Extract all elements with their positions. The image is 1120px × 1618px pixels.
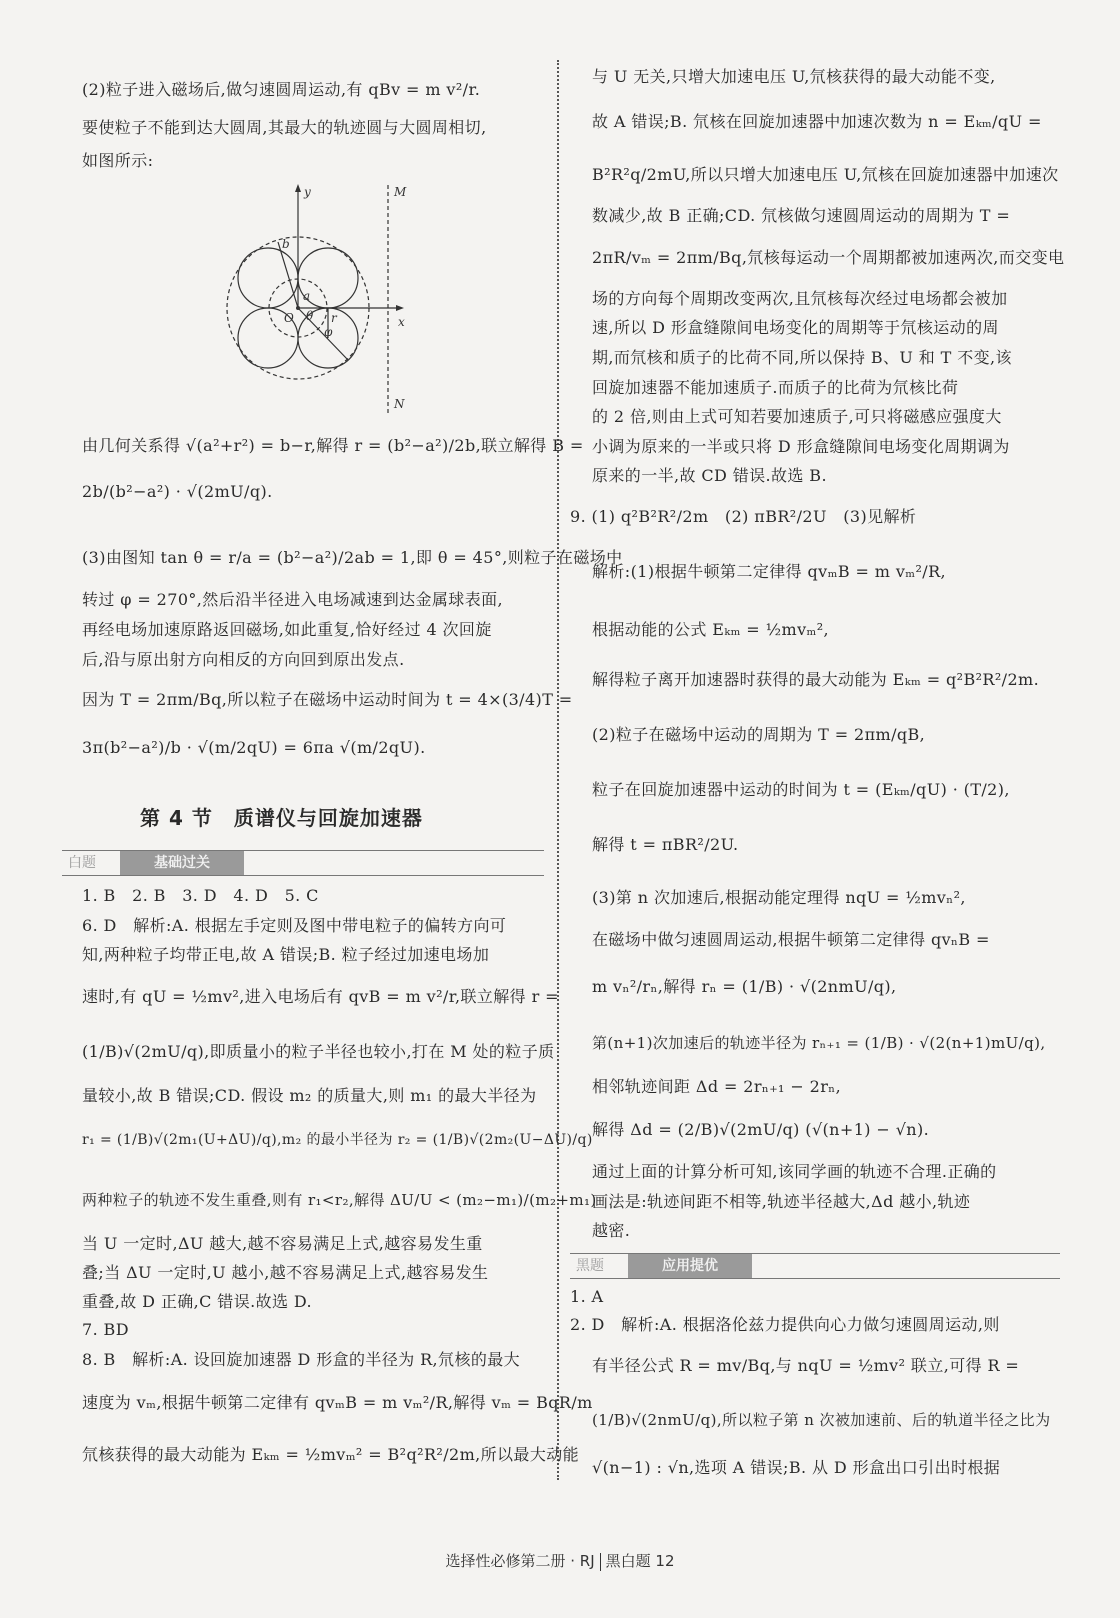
text-line: 回旋加速器不能加速质子.而质子的比荷为氘核比荷 xyxy=(592,378,959,397)
text-line: 要使粒子不能到达大圆周,其最大的轨迹圆与大圆周相切, xyxy=(82,118,487,137)
text-line: 场的方向每个周期改变两次,且氘核每次经过电场都会被加 xyxy=(592,289,1008,308)
answer-line: 有半径公式 R = mv/Bq,与 nqU = ½mv² 联立,可得 R = xyxy=(592,1356,1020,1375)
text-line: 的 2 倍,则由上式可知若要加速质子,可只将磁感应强度大 xyxy=(592,407,1002,426)
band-tag: 黑题 xyxy=(576,1258,604,1274)
radius-b xyxy=(278,242,298,308)
answer-line: 6. D 解析:A. 根据左手定则及图中带电粒子的偏转方向可 xyxy=(82,916,507,935)
band-title: 基础过关 xyxy=(120,851,244,875)
page-number: 12 xyxy=(655,1552,675,1570)
text-line: 后,沿与原出射方向相反的方向回到原出发点. xyxy=(82,650,405,669)
text-line: 再经电场加速原路返回磁场,如此重复,恰好经过 4 次回旋 xyxy=(82,620,492,639)
band-tag: 白题 xyxy=(68,855,96,871)
text-line: 由几何关系得 √(a²+r²) = b−r,解得 r = (b²−a²)/2b,联立解得 B = xyxy=(82,436,584,455)
answer-line: 两种粒子的轨迹不发生重叠,则有 r₁<r₂,解得 ΔU/U < (m₂−m₁)/(m₂+m₁) xyxy=(82,1191,597,1209)
section-heading: 第 4 节 质谱仪与回旋加速器 xyxy=(140,806,423,830)
text-line: 解析:(1)根据牛顿第二定律得 qvₘB = m vₘ²/R, xyxy=(592,562,947,581)
text-line: 通过上面的计算分析可知,该同学画的轨迹不合理.正确的 xyxy=(592,1162,997,1181)
section-band-advanced xyxy=(570,1253,1060,1279)
text-line: 小调为原来的一半或只将 D 形盒缝隙间电场变化周期调为 xyxy=(592,437,1010,456)
footer-book: 选择性必修第二册 · RJ xyxy=(445,1552,595,1570)
text-line: 如图所示: xyxy=(82,151,154,170)
answer-line: 2. D 解析:A. 根据洛伦兹力提供向心力做匀速圆周运动,则 xyxy=(570,1315,1000,1334)
text-line: (2)粒子进入磁场后,做匀速圆周运动,有 qBv = m v²/r. xyxy=(82,80,481,99)
text-line: 越密. xyxy=(592,1221,631,1240)
text-line: B²R²q/2mU,所以只增大加速电压 U,氘核在回旋加速器中加速次 xyxy=(592,165,1059,184)
answer-line: 1. B 2. B 3. D 4. D 5. C xyxy=(82,886,319,905)
circle-trajectory-figure xyxy=(200,180,430,420)
svg-text:x: x xyxy=(398,315,405,329)
text-line: 粒子在回旋加速器中运动的时间为 t = (Eₖₘ/qU) · (T/2), xyxy=(592,780,1010,799)
svg-text:b: b xyxy=(282,237,290,251)
text-line: 解得 t = πBR²/2U. xyxy=(592,835,739,854)
svg-text:r: r xyxy=(331,311,337,325)
svg-text:φ: φ xyxy=(324,325,333,339)
text-line: 第(n+1)次加速后的轨迹半径为 rₙ₊₁ = (1/B) · √(2(n+1)mU/q), xyxy=(592,1034,1046,1052)
text-line: 根据动能的公式 Eₖₘ = ½mvₘ², xyxy=(592,620,830,639)
answer-line: (1/B)√(2nmU/q),所以粒子第 n 次被加速前、后的轨道半径之比为 xyxy=(592,1411,1051,1429)
answer-line: 1. A xyxy=(570,1287,604,1306)
answer-line: 叠;当 ΔU 一定时,U 越小,越不容易满足上式,越容易发生 xyxy=(82,1263,489,1282)
text-line: 转过 φ = 270°,然后沿半径进入电场减速到达金属球表面, xyxy=(82,590,503,609)
answer-line: 量较小,故 B 错误;CD. 假设 m₂ 的质量大,则 m₁ 的最大半径为 xyxy=(82,1086,537,1105)
text-line: 与 U 无关,只增大加速电压 U,氘核获得的最大动能不变, xyxy=(592,67,996,86)
answer-line: 重叠,故 D 正确,C 错误.故选 D. xyxy=(82,1292,313,1311)
answer-line: 当 U 一定时,ΔU 越大,越不容易满足上式,越容易发生重 xyxy=(82,1234,483,1253)
answer-line: 速时,有 qU = ½mv²,进入电场后有 qvB = m v²/r,联立解得 r = xyxy=(82,987,559,1006)
svg-text:O: O xyxy=(284,311,294,325)
answer-line: 8. B 解析:A. 设回旋加速器 D 形盒的半径为 R,氘核的最大 xyxy=(82,1350,521,1369)
footer-series: 黑白题 xyxy=(605,1552,651,1570)
text-line: m vₙ²/rₙ,解得 rₙ = (1/B) · √(2nmU/q), xyxy=(592,977,897,996)
text-line: 故 A 错误;B. 氘核在回旋加速器中加速次数为 n = Eₖₘ/qU = xyxy=(592,112,1042,131)
answer-line: √(n−1) : √n,选项 A 错误;B. 从 D 形盒出口引出时根据 xyxy=(592,1458,1001,1477)
text-line: 数减少,故 B 正确;CD. 氘核做匀速圆周运动的周期为 T = xyxy=(592,206,1011,225)
svg-text:M: M xyxy=(394,185,407,199)
text-line: 相邻轨迹间距 Δd = 2rₙ₊₁ − 2rₙ, xyxy=(592,1077,842,1096)
answer-line: r₁ = (1/B)√(2m₁(U+ΔU)/q),m₂ 的最小半径为 r₂ = (1/B)√(2m₂(U−ΔU)/q) xyxy=(82,1132,593,1148)
column-divider xyxy=(557,60,559,1480)
text-line: 因为 T = 2πm/Bq,所以粒子在磁场中运动时间为 t = 4×(3/4)T = xyxy=(82,690,573,709)
answer-line: 知,两种粒子均带正电,故 A 错误;B. 粒子经过加速电场加 xyxy=(82,945,490,964)
section-band-basic xyxy=(62,850,544,876)
answer-line: 速度为 vₘ,根据牛顿第二定律有 qvₘB = m vₘ²/R,解得 vₘ = BqR/m xyxy=(82,1393,593,1412)
text-line: 原来的一半,故 CD 错误.故选 B. xyxy=(592,466,827,485)
band-title: 应用提优 xyxy=(628,1254,752,1278)
svg-text:a: a xyxy=(303,289,311,303)
svg-text:N: N xyxy=(394,397,405,411)
text-line: 速,所以 D 形盒缝隙间电场变化的周期等于氘核运动的周 xyxy=(592,318,999,337)
page-footer xyxy=(0,1550,1120,1571)
text-line: (3)由图知 tan θ = r/a = (b²−a²)/2ab = 1,即 θ = 45°,则粒子在磁场中 xyxy=(82,548,623,567)
text-line: (2)粒子在磁场中运动的周期为 T = 2πm/qB, xyxy=(592,725,926,744)
text-line: 3π(b²−a²)/b · √(m/2qU) = 6πa √(m/2qU). xyxy=(82,738,426,757)
text-line: (3)第 n 次加速后,根据动能定理得 nqU = ½mvₙ², xyxy=(592,888,966,907)
answer-line: (1/B)√(2mU/q),即质量小的粒子半径也较小,打在 M 处的粒子质 xyxy=(82,1042,555,1061)
text-line: 画法是:轨迹间距不相等,轨迹半径越大,Δd 越小,轨迹 xyxy=(592,1192,971,1211)
answer-line: 7. BD xyxy=(82,1320,129,1339)
text-line: 期,而氘核和质子的比荷不同,所以保持 B、U 和 T 不变,该 xyxy=(592,348,1012,367)
text-line: 9. (1) q²B²R²/2m (2) πBR²/2U (3)见解析 xyxy=(570,507,917,526)
text-line: 解得 Δd = (2/B)√(2mU/q) (√(n+1) − √n). xyxy=(592,1120,930,1139)
text-line: 2πR/vₘ = 2πm/Bq,氘核每运动一个周期都被加速两次,而交变电 xyxy=(592,248,1065,267)
answer-line: 氘核获得的最大动能为 Eₖₘ = ½mvₘ² = B²q²R²/2m,所以最大动能 xyxy=(82,1445,580,1464)
text-line: 在磁场中做匀速圆周运动,根据牛顿第二定律得 qvₙB = xyxy=(592,930,990,949)
svg-text:y: y xyxy=(304,185,311,199)
svg-text:θ: θ xyxy=(306,309,314,323)
text-line: 2b/(b²−a²) · √(2mU/q). xyxy=(82,482,273,501)
text-line: 解得粒子离开加速器时获得的最大动能为 Eₖₘ = q²B²R²/2m. xyxy=(592,670,1040,689)
